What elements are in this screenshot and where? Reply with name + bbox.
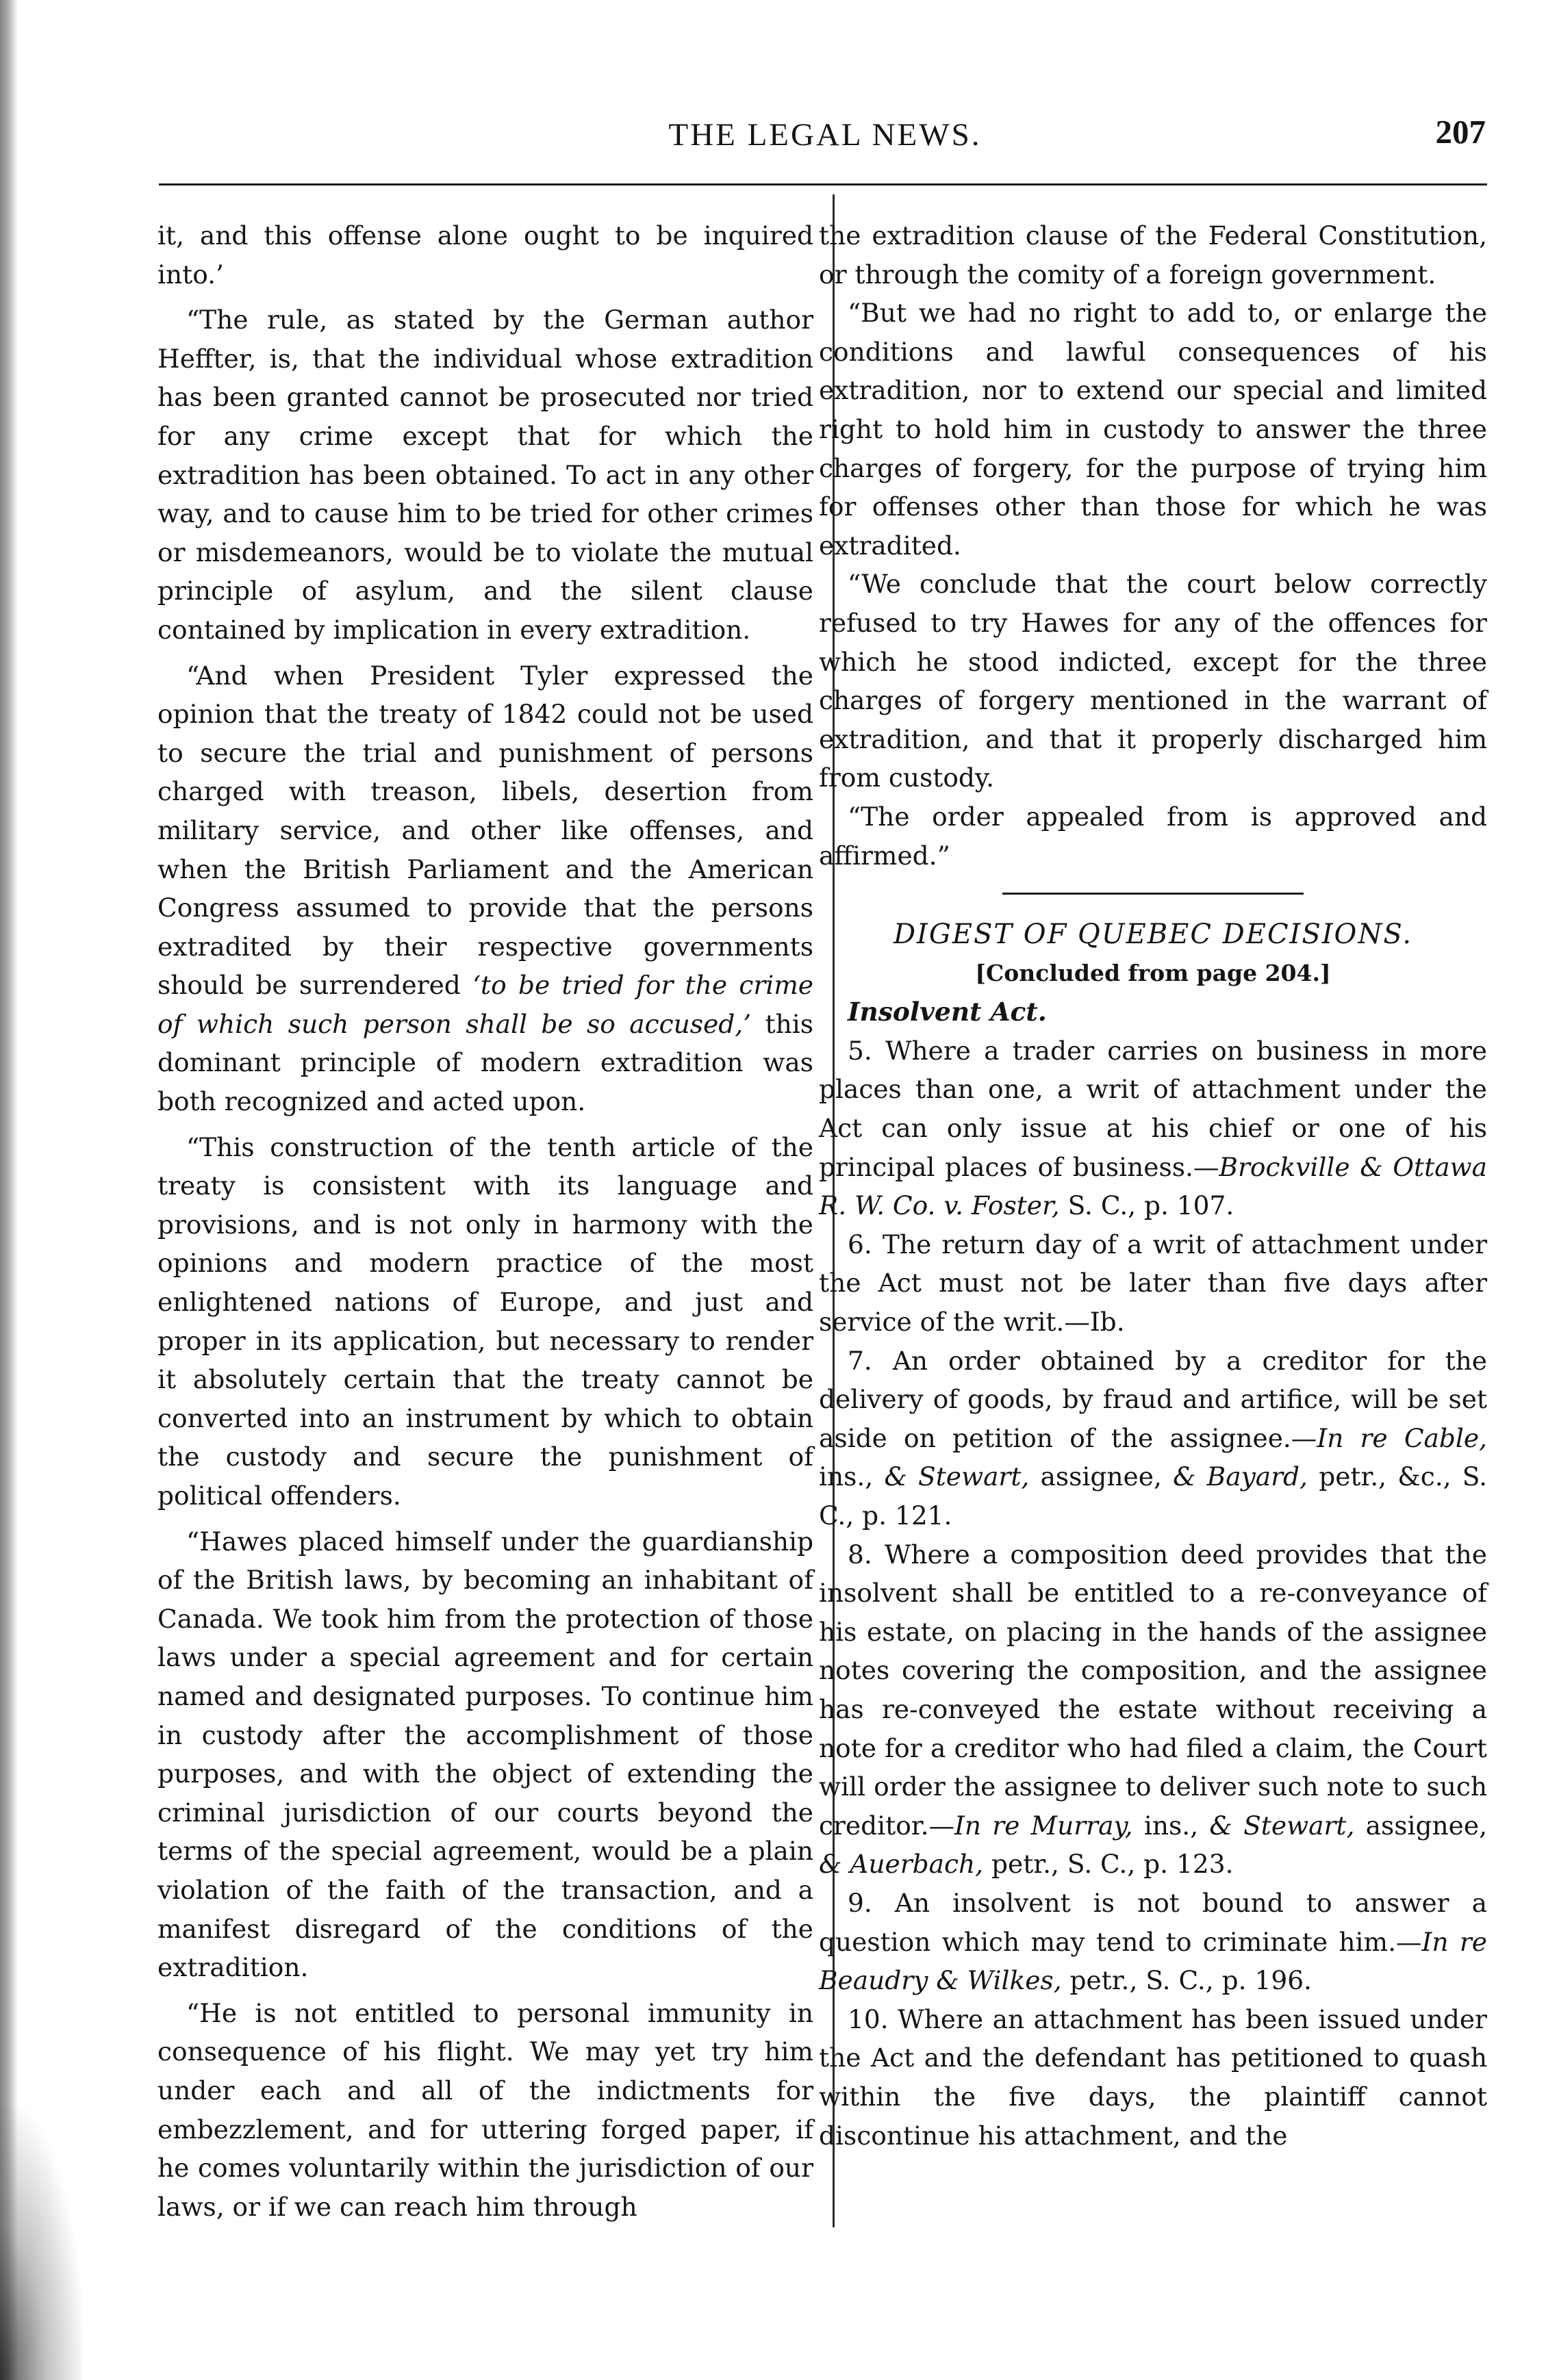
citation: ins., <box>819 1461 885 1492</box>
case-name: In re Cable, <box>1317 1422 1487 1453</box>
case-name: & Stewart, <box>884 1461 1030 1492</box>
page-header <box>164 113 1486 171</box>
right-paragraph-4: “The order appealed from is approved and affirmed.” <box>819 801 1487 871</box>
case-name: & Stewart, <box>1209 1810 1355 1841</box>
digest-item-6: 6. The return day of a writ of attachment under the Act must not be later than five days after service of the writ.—Ib. <box>819 1229 1487 1338</box>
digest-item-8 <box>819 1535 1487 1884</box>
left-paragraph-2: “The rule, as stated by the German author Heffter, is, that the individual whose extradition has been granted cannot be prosecuted nor tried for any crime except that for which the extradition has been obtained. To act in any other way, and to cause him to be tried for other crimes or misdemeanors, would be to violate the mutual principle of asylum, and the silent clause contained by implication in every extradition. <box>157 305 813 645</box>
digest-item-7 <box>819 1342 1487 1535</box>
case-name: In re Murray, <box>954 1810 1133 1841</box>
quoted-clause: ‘to be tried for the crime of which such person shall be so accused,’ <box>157 970 814 1039</box>
citation: S. C., p. 107. <box>1059 1190 1234 1221</box>
left-paragraph-3 <box>157 656 813 1121</box>
item-text: 9. An insolvent is not bound to answer a question which may tend to criminate him.— <box>819 1887 1487 1957</box>
page-number: 207 <box>1435 113 1486 151</box>
page-edge-shadow <box>0 0 18 2380</box>
citation: assignee, <box>1029 1461 1174 1492</box>
left-paragraph-5: “Hawes placed himself under the guardianship of the British laws, by becoming an inhabitant of Canada. We took him from the protection of those laws under a special agreement and for certain named and designated purposes. To continue him in custody after the accomplishment of those purposes, and with the object of extending the criminal jurisdiction of our courts beyond the terms of the special agreement, would be a plain violation of the faith of the transaction, and a manifest disregard of the conditions of the extradition. <box>157 1526 813 1983</box>
continuation-note: [Concluded from page 204.] <box>975 959 1331 986</box>
citation: ins., <box>1132 1810 1210 1841</box>
item-text: 7. An order obtained by a creditor for the delivery of goods, by fraud and artifice, will be set aside on petition of the assignee.— <box>819 1345 1487 1453</box>
case-name: & Bayard, <box>1173 1461 1308 1492</box>
section-title: DIGEST OF QUEBEC DECISIONS. <box>893 919 1413 951</box>
paragraph-text: this dominant principle of modern extradition was both recognized and acted upon. <box>157 1008 813 1117</box>
running-title: THE LEGAL NEWS. <box>668 117 982 153</box>
section-divider <box>1002 893 1304 895</box>
right-column <box>819 216 1487 2155</box>
citation: assignee, <box>1354 1810 1487 1841</box>
case-name: In re Beaudry & Wilkes, <box>819 1926 1487 1996</box>
citation: petr., S. C., p. 196. <box>1061 1965 1312 1996</box>
paragraph-text: “And when President Tyler expressed the opinion that the treaty of 1842 could not be used to secure the trial and punishment of persons charged with treason, libels, desertion from military service, and other like offenses, and when the British Parliament and the American Congress assumed to provide that the persons extradited by their respective governments should be surrendered <box>157 660 813 1001</box>
citation: petr., S. C., p. 123. <box>983 1849 1234 1880</box>
right-paragraph-1: the extradition clause of the Federal Constitution, or through the comity of a foreign government. <box>819 220 1487 290</box>
right-paragraph-3: “We conclude that the court below correctly refused to try Hawes for any of the offences for which he stood indicted, except for the three charges of forgery mentioned in the warrant of extradition, and that it properly discharged him from custody. <box>819 569 1487 793</box>
case-name: Brockville & Ottawa R. W. Co. v. Foster, <box>819 1151 1488 1221</box>
left-paragraph-4: “This construction of the tenth article of the treaty is consistent with its language and provisions, and is not only in harmony with the opinions and modern practice of the most enlightened nations of Europe, and just and proper in its application, but necessary to render it absolutely certain that the treaty cannot be converted into an instrument by which to obtain the custody and secure the punishment of political offenders. <box>157 1131 813 1511</box>
left-column <box>157 216 813 2226</box>
case-name: & Auerbach, <box>819 1849 984 1880</box>
header-rule <box>159 183 1487 185</box>
item-text: 5. Where a trader carries on business in more places than one, a writ of attachment under the Act can only issue at his chief or one of his principal places of business.— <box>819 1035 1487 1182</box>
subsection-heading: Insolvent Act. <box>848 997 1047 1027</box>
page-corner-shadow <box>0 2108 82 2380</box>
digest-item-10: 10. Where an attachment has been issued under the Act and the defendant has petitioned to quash within the five days, the plaintiff cannot discontinue his attachment, and the <box>819 2004 1487 2151</box>
digest-item-9 <box>819 1884 1487 2000</box>
left-paragraph-6: “He is not entitled to personal immunity in consequence of his flight. We may yet try him under each and all of the indictments for embezzlement, and for uttering forged paper, if he comes voluntarily within the jurisdiction of our laws, or if we can reach him through <box>157 1997 813 2222</box>
digest-item-5 <box>819 1032 1487 1225</box>
citation: petr., &c., S. C., p. 121. <box>819 1461 1488 1531</box>
left-paragraph-1: it, and this offense alone ought to be inquired into.’ <box>157 220 813 290</box>
right-paragraph-2: “But we had no right to add to, or enlarge the conditions and lawful consequences of his extradition, nor to extend our special and limited right to hold him in custody to answer the three charges of forgery, for the purpose of trying him for offenses other than those for which he was extradited. <box>819 298 1487 561</box>
item-text: 8. Where a composition deed provides that the insolvent shall be entitled to a re-conveyance of his estate, on placing in the hands of the assignee notes covering the composition, and the assignee has re-conveyed the estate without receiving a note for a creditor who had filed a claim, the Court will order the assignee to deliver such note to such creditor.— <box>819 1539 1487 1841</box>
